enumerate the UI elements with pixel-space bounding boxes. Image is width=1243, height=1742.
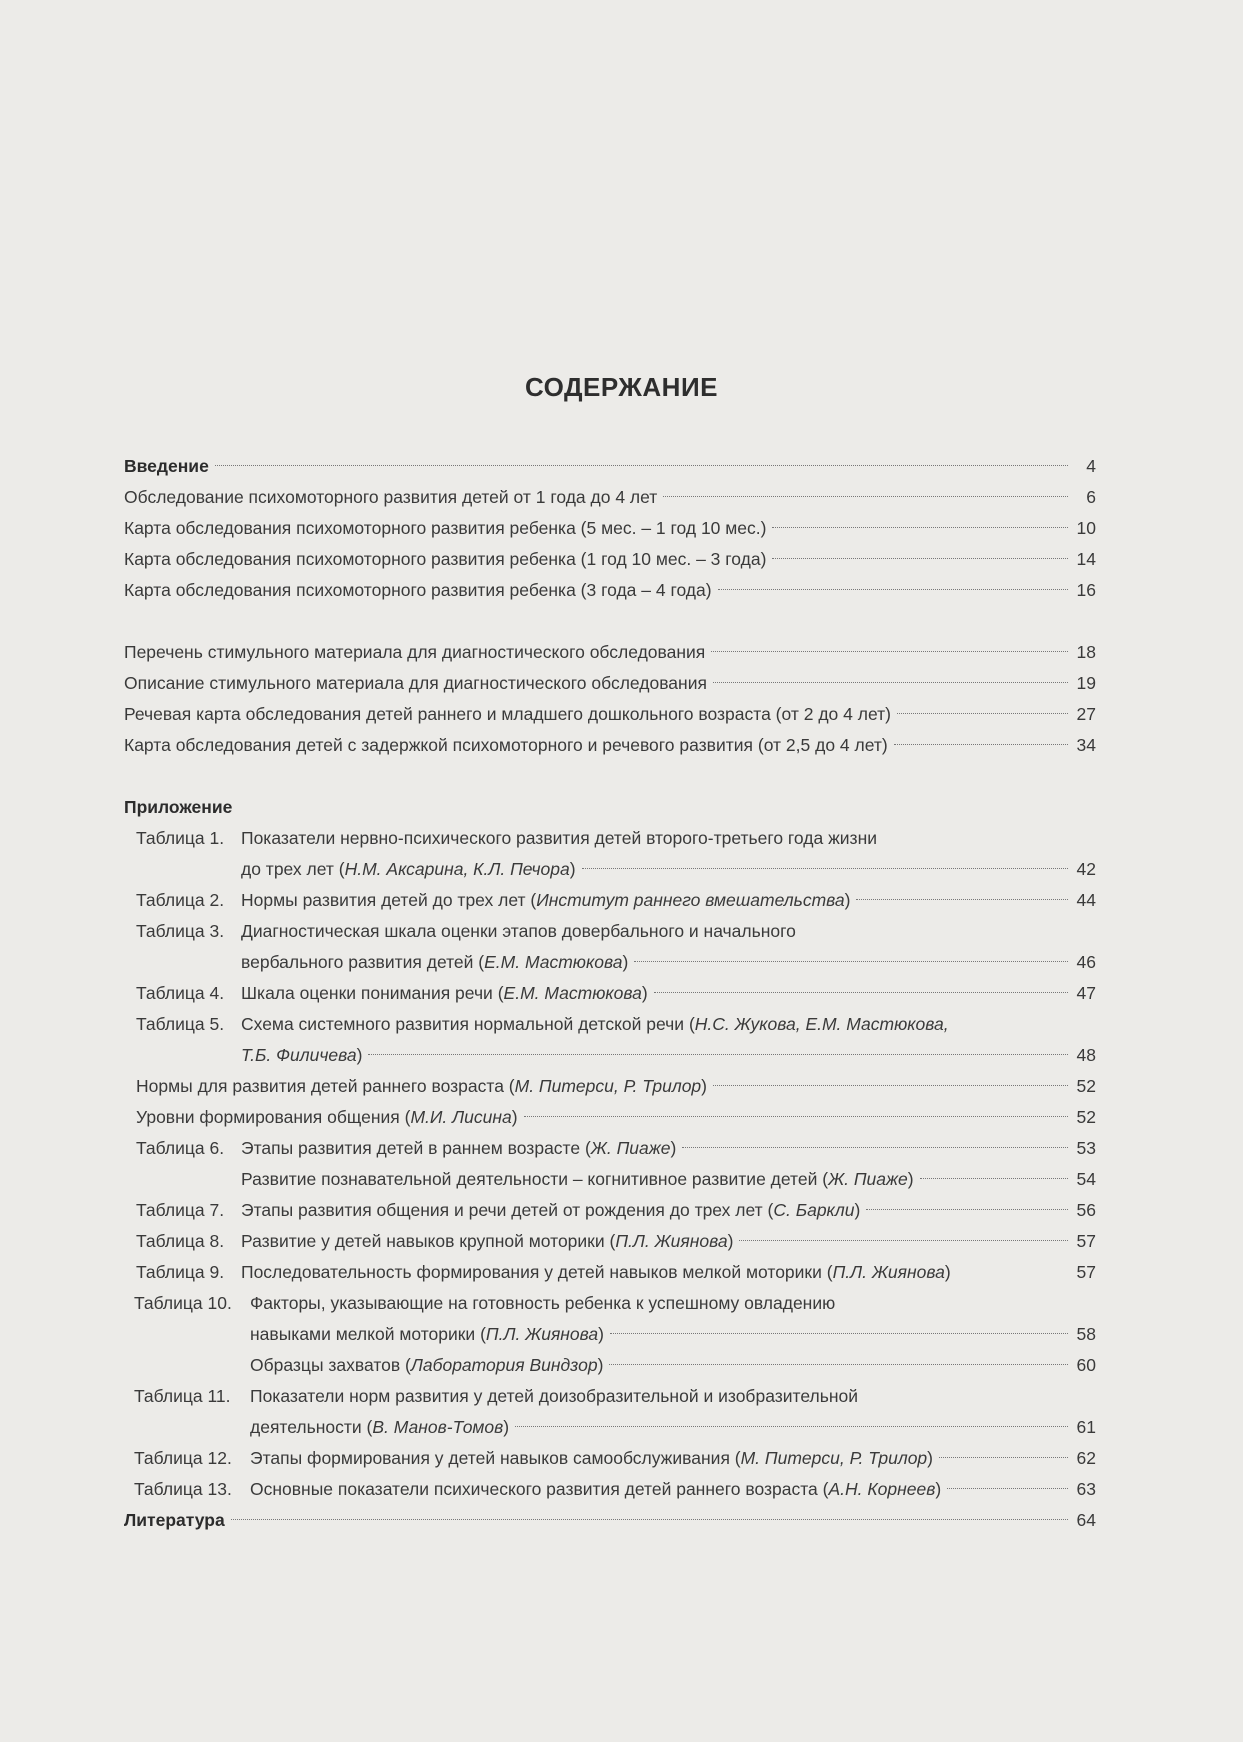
table-number: Таблица 10. [134, 1293, 232, 1313]
dot-leader [939, 1457, 1068, 1458]
appendix-heading-row [124, 792, 1096, 823]
appendix-entry-author: П.Л. Жиянова [615, 1231, 728, 1251]
appendix-entry-author: П.Л. Жиянова [832, 1262, 945, 1282]
toc-entry-label: Карта обследования психомоторного развития ребенка (1 год 10 мес. – 3 года) [124, 549, 767, 569]
toc-page-number: 34 [1076, 735, 1096, 755]
toc-entry-introduction[interactable] [124, 451, 1096, 482]
appendix-entry-author: Т.Б. Филичева [241, 1045, 357, 1065]
appendix-entry-author: Ж. Пиаже [590, 1138, 671, 1158]
table-of-contents [124, 451, 1096, 1536]
appendix-entry-author: В. Манов-Томов [372, 1417, 504, 1437]
appendix-entry-line[interactable] [124, 1071, 1096, 1102]
toc-page-number: 47 [1076, 983, 1096, 1003]
toc-page-number: 27 [1076, 704, 1096, 724]
appendix-entry-close: ) [622, 952, 629, 972]
dot-leader [713, 1085, 1068, 1086]
appendix-entry-line[interactable] [124, 947, 1096, 978]
dot-leader [609, 1364, 1068, 1365]
toc-page-number: 56 [1076, 1200, 1096, 1220]
dot-leader [711, 651, 1068, 652]
dot-leader [654, 992, 1068, 993]
appendix-entry-line[interactable] [124, 885, 1096, 916]
appendix-entry-text: Нормы для развития детей раннего возраста ( [136, 1076, 515, 1096]
appendix-entry-line[interactable] [124, 1102, 1096, 1133]
table-number: Таблица 4. [136, 983, 225, 1003]
appendix-entry-author: Институт раннего вмешательства [536, 890, 845, 910]
dot-leader [718, 589, 1068, 590]
appendix-entry-author: Н.С. Жукова, Е.М. Мастюкова, [694, 1014, 949, 1034]
appendix-entry-close: ) [844, 890, 851, 910]
appendix-entry-close: ) [944, 1262, 951, 1282]
appendix-entry-author: Е.М. Мастюкова [484, 952, 623, 972]
dot-leader [897, 713, 1068, 714]
appendix-entry-close: ) [670, 1138, 677, 1158]
dot-leader [920, 1178, 1068, 1179]
page-title: СОДЕРЖАНИЕ [525, 372, 718, 402]
appendix-entry-line[interactable] [124, 1288, 1096, 1319]
appendix-entry-line[interactable] [124, 823, 1096, 854]
toc-page-number: 48 [1076, 1045, 1096, 1065]
appendix-entry-author: А.Н. Корнеев [828, 1479, 936, 1499]
appendix-entry-close: ) [597, 1355, 604, 1375]
appendix-entry-line[interactable] [124, 1195, 1096, 1226]
toc-page-number: 61 [1076, 1417, 1096, 1437]
dot-leader [582, 868, 1068, 869]
toc-page-number: 60 [1076, 1355, 1096, 1375]
toc-page-number: 63 [1076, 1479, 1096, 1499]
dot-leader [231, 1519, 1068, 1520]
appendix-heading: Приложение [124, 797, 233, 817]
appendix-entry-line[interactable] [124, 978, 1096, 1009]
appendix-entry-close: ) [356, 1045, 363, 1065]
toc-entry-label: Речевая карта обследования детей раннего и младшего дошкольного возраста (от 2 до 4 лет) [124, 704, 891, 724]
table-number: Таблица 7. [136, 1200, 225, 1220]
appendix-entry-text: Уровни формирования общения ( [136, 1107, 411, 1127]
toc-page-number: 4 [1086, 456, 1096, 476]
table-number: Таблица 1. [136, 828, 225, 848]
dot-leader [515, 1426, 1068, 1427]
table-number: Таблица 13. [134, 1479, 232, 1499]
appendix-entry-author: М. Питерси, Р. Трилор [514, 1076, 702, 1096]
table-number: Таблица 5. [136, 1014, 225, 1034]
dot-leader [772, 558, 1068, 559]
appendix-entry-text: Диагностическая шкала оценки этапов довербального и начального [241, 921, 796, 941]
appendix-entry-text: Этапы формирования у детей навыков самообслуживания ( [250, 1448, 741, 1468]
table-number: Таблица 6. [136, 1138, 225, 1158]
toc-page-number: 52 [1076, 1076, 1096, 1096]
toc-entry[interactable] [124, 668, 1096, 699]
appendix-entry-line[interactable] [124, 1040, 1096, 1071]
table-number: Таблица 8. [136, 1231, 225, 1251]
appendix-entry-close: ) [854, 1200, 861, 1220]
toc-page-number: 42 [1076, 859, 1096, 879]
dot-leader [663, 496, 1068, 497]
appendix-entry-line[interactable] [124, 1474, 1096, 1505]
appendix-entry-author: Лаборатория Виндзор [410, 1355, 598, 1375]
dot-leader [713, 682, 1068, 683]
appendix-entry-close: ) [935, 1479, 942, 1499]
toc-page-number: 57 [1076, 1231, 1096, 1251]
toc-page-number: 14 [1076, 549, 1096, 569]
appendix-entry-author: П.Л. Жиянова [485, 1324, 599, 1344]
appendix-entry-close: ) [701, 1076, 707, 1096]
appendix-entry-line[interactable] [124, 1226, 1096, 1257]
dot-leader [772, 527, 1068, 528]
appendix-entry-author: С. Баркли [773, 1200, 855, 1220]
table-number: Таблица 3. [136, 921, 225, 941]
dot-leader [610, 1333, 1068, 1334]
appendix-entry-line[interactable] [124, 1412, 1096, 1443]
appendix-entry-text: Развитие познавательной деятельности – когнитивное развитие детей ( [241, 1169, 829, 1189]
appendix-entry-author: М.И. Лисина [410, 1107, 512, 1127]
appendix-entry-line[interactable] [124, 1009, 1096, 1040]
dot-leader [634, 961, 1068, 962]
toc-page-number: 52 [1076, 1107, 1096, 1127]
appendix-entry-close: ) [503, 1417, 510, 1437]
appendix-entry-text: деятельности ( [250, 1417, 373, 1437]
appendix-entry-line[interactable] [124, 1164, 1096, 1195]
dot-leader [947, 1488, 1068, 1489]
dot-leader [368, 1054, 1068, 1055]
dot-leader [682, 1147, 1068, 1148]
toc-page-number: 46 [1076, 952, 1096, 972]
appendix-entry-text: вербального развития детей ( [241, 952, 485, 972]
toc-entry-label: Введение [124, 456, 209, 476]
appendix-entry-close: ) [569, 859, 576, 879]
dot-leader [894, 744, 1068, 745]
appendix-entry-text: навыками мелкой моторики ( [250, 1324, 486, 1344]
appendix-entry-line[interactable] [124, 1319, 1096, 1350]
appendix-entry-close: ) [727, 1231, 734, 1251]
appendix-entry-text: до трех лет ( [241, 859, 345, 879]
toc-entry-label: Литература [124, 1510, 225, 1530]
dot-leader [856, 899, 1068, 900]
toc-entry-label: Карта обследования психомоторного развития ребенка (5 мес. – 1 год 10 мес.) [124, 518, 767, 538]
toc-page-number: 18 [1076, 642, 1096, 662]
toc-page-number: 54 [1076, 1169, 1096, 1189]
appendix-entry-close: ) [641, 983, 648, 1003]
toc-entry[interactable] [124, 575, 1096, 606]
appendix-entry-text: Нормы развития детей до трех лет ( [241, 890, 537, 910]
dot-leader [215, 465, 1068, 466]
toc-page-number: 62 [1076, 1448, 1096, 1468]
appendix-entry-text: Образцы захватов ( [250, 1355, 411, 1375]
toc-entry[interactable] [124, 637, 1096, 668]
toc-page-number: 58 [1076, 1324, 1096, 1344]
toc-page-number: 53 [1076, 1138, 1096, 1158]
toc-entry[interactable] [124, 730, 1096, 761]
toc-page-number: 19 [1076, 673, 1096, 693]
appendix-entry-text: Этапы развития детей в раннем возрасте ( [241, 1138, 591, 1158]
toc-entry[interactable] [124, 699, 1096, 730]
appendix-entry-text: Шкала оценки понимания речи ( [241, 983, 504, 1003]
appendix-entry-text: Показатели норм развития у детей доизобразительной и изобразительной [250, 1386, 858, 1406]
table-number: Таблица 12. [134, 1448, 232, 1468]
toc-page-number: 57 [1076, 1262, 1096, 1282]
toc-entry[interactable] [124, 482, 1096, 513]
appendix-entry-close: ) [511, 1107, 518, 1127]
appendix-entry-line[interactable] [124, 1350, 1096, 1381]
appendix-entry-text: Основные показатели психического развития детей раннего возраста ( [250, 1479, 829, 1499]
appendix-entry-author: Н.М. Аксарина, К.Л. Печора [344, 859, 570, 879]
appendix-entry-close: ) [927, 1448, 933, 1468]
toc-entry-label: Обследование психомоторного развития детей от 1 года до 4 лет [124, 487, 658, 507]
toc-page-number: 10 [1076, 518, 1096, 538]
dot-leader [524, 1116, 1068, 1117]
table-number: Таблица 9. [136, 1262, 225, 1282]
appendix-entry-line[interactable] [124, 1133, 1096, 1164]
toc-page-number: 44 [1076, 890, 1096, 910]
appendix-entry-line[interactable] [124, 1257, 1096, 1288]
appendix-entry-author: М. Питерси, Р. Трилор [740, 1448, 928, 1468]
dot-leader [866, 1209, 1068, 1210]
toc-page-number: 6 [1086, 487, 1096, 507]
toc-entry[interactable] [124, 544, 1096, 575]
appendix-entry-author: Е.М. Мастюкова [503, 983, 642, 1003]
appendix-entry-line[interactable] [124, 1443, 1096, 1474]
appendix-entry-text: Этапы развития общения и речи детей от рождения до трех лет ( [241, 1200, 774, 1220]
toc-entry-literature[interactable] [124, 1505, 1096, 1536]
toc-entry-label: Перечень стимульного материала для диагностического обследования [124, 642, 706, 662]
dot-leader [739, 1240, 1068, 1241]
appendix-entry-close: ) [598, 1324, 604, 1344]
appendix-entry-text: Показатели нервно-психического развития детей второго-третьего года жизни [241, 828, 878, 848]
toc-entry-label: Описание стимульного материала для диагностического обследования [124, 673, 707, 693]
appendix-entry-line[interactable] [124, 1381, 1096, 1412]
appendix-entry-close: ) [907, 1169, 914, 1189]
appendix-entry-text: Факторы, указывающие на готовность ребенка к успешному овладению [250, 1293, 836, 1313]
table-number: Таблица 11. [134, 1386, 231, 1406]
toc-page-number: 64 [1076, 1510, 1096, 1530]
appendix-entry-text: Схема системного развития нормальной детской речи ( [241, 1014, 695, 1034]
appendix-entry-text: Развитие у детей навыков крупной моторики ( [241, 1231, 616, 1251]
toc-page-number: 16 [1076, 580, 1096, 600]
appendix-entry-author: Ж. Пиаже [828, 1169, 908, 1189]
toc-entry-label: Карта обследования детей с задержкой психомоторного и речевого развития (от 2,5 до 4 лет) [124, 735, 888, 755]
appendix-entry-text: Последовательность формирования у детей навыков мелкой моторики ( [241, 1262, 833, 1282]
appendix-entry-line[interactable] [124, 916, 1096, 947]
toc-entry-label: Карта обследования психомоторного развития ребенка (3 года – 4 года) [124, 580, 712, 600]
toc-entry[interactable] [124, 513, 1096, 544]
appendix-entry-line[interactable] [124, 854, 1096, 885]
table-number: Таблица 2. [136, 890, 225, 910]
